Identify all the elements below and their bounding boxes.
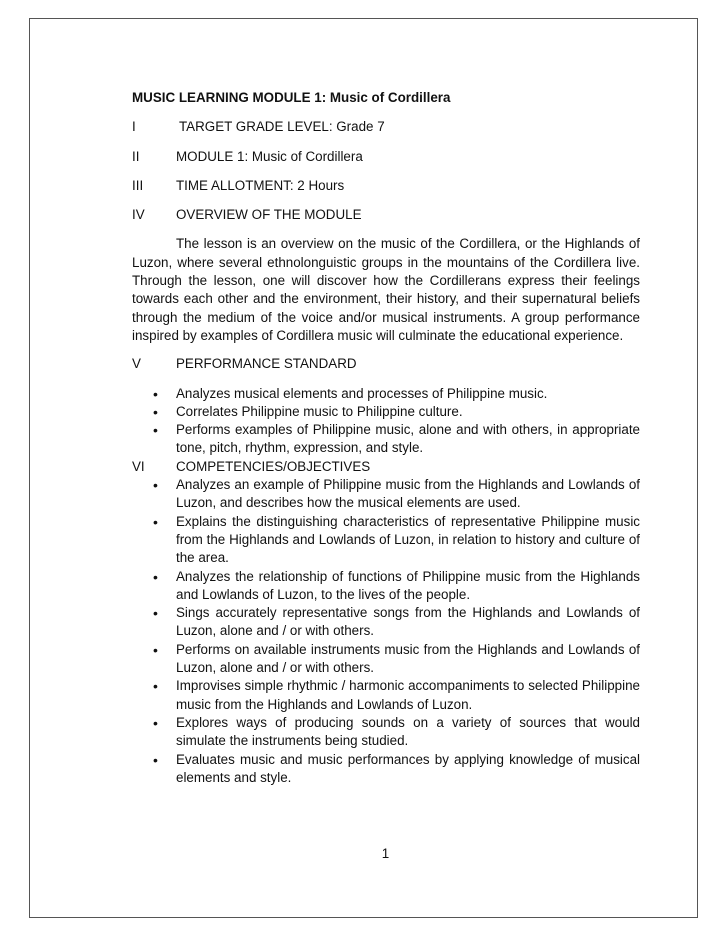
list-item: • Correlates Philippine music to Philippine culture. bbox=[132, 403, 640, 421]
section-number: IV bbox=[132, 207, 145, 223]
list-item: • Performs on available instruments music from the Highlands and Lowlands of Luzon, alone and / or with others. bbox=[132, 641, 640, 678]
section-number: I bbox=[132, 119, 136, 135]
section-competencies bbox=[132, 458, 640, 476]
section-time-allotment bbox=[132, 177, 640, 195]
section-label: COMPETENCIES/OBJECTIVES bbox=[176, 458, 371, 474]
section-number: III bbox=[132, 177, 144, 193]
list-item: • Improvises simple rhythmic / harmonic accompaniments to selected Philippine music from the Highlands and Lowlands of Luzon. bbox=[132, 677, 640, 714]
performance-standard-list bbox=[132, 385, 640, 458]
section-overview bbox=[132, 206, 640, 224]
section-label: PERFORMANCE STANDARD bbox=[176, 356, 357, 372]
list-item: • Analyzes the relationship of functions of Philippine music from the Highlands and Lowlands of Luzon, to the lives of the people. bbox=[132, 568, 640, 605]
section-module bbox=[132, 148, 640, 166]
section-label: OVERVIEW OF THE MODULE bbox=[176, 207, 362, 223]
section-number: II bbox=[132, 148, 140, 164]
list-item: • Sings accurately representative songs from the Highlands and Lowlands of Luzon, alone and / or with others. bbox=[132, 604, 640, 641]
list-item: • Analyzes musical elements and processes of Philippine music. bbox=[132, 385, 640, 403]
overview-paragraph: The lesson is an overview on the music of the Cordillera, or the Highlands of Luzon, where several ethnolonguistic groups in the mountains of the Cordillera live. Through the lesson, one will discover how the Cordillerans express their feelings towards each other and the environment, their history, and their supernatural beliefs through the medium of the voice and/or musical instruments. A group performance inspired by examples of Cordillera music will culminate the educational experience. bbox=[132, 236, 640, 343]
list-item: • Performs examples of Philippine music, alone and with others, in appropriate tone, pitch, rhythm, expression, and style. bbox=[132, 421, 640, 458]
section-performance-standard bbox=[132, 355, 640, 373]
competencies-list bbox=[132, 476, 640, 787]
list-item: • Explores ways of producing sounds on a variety of sources that would simulate the instruments being studied. bbox=[132, 714, 640, 751]
list-item: • Analyzes an example of Philippine music from the Highlands and Lowlands of Luzon, and describes how the musical elements are used. bbox=[132, 476, 640, 513]
list-item: • Evaluates music and music performances by applying knowledge of musical elements and style. bbox=[132, 751, 640, 788]
section-number: VI bbox=[132, 458, 145, 474]
page-number: 1 bbox=[381, 846, 390, 861]
module-title: MUSIC LEARNING MODULE 1: Music of Cordillera bbox=[132, 90, 451, 105]
section-label: TIME ALLOTMENT: 2 Hours bbox=[176, 177, 345, 193]
section-label: MODULE 1: Music of Cordillera bbox=[176, 148, 363, 164]
list-item: • Explains the distinguishing characteristics of representative Philippine music from the Highlands and Lowlands of Luzon, in relation to history and culture of the area. bbox=[132, 513, 640, 568]
document-body bbox=[132, 89, 640, 787]
section-label: TARGET GRADE LEVEL: Grade 7 bbox=[179, 119, 385, 135]
section-target-grade bbox=[132, 118, 640, 136]
section-number: V bbox=[132, 356, 141, 372]
